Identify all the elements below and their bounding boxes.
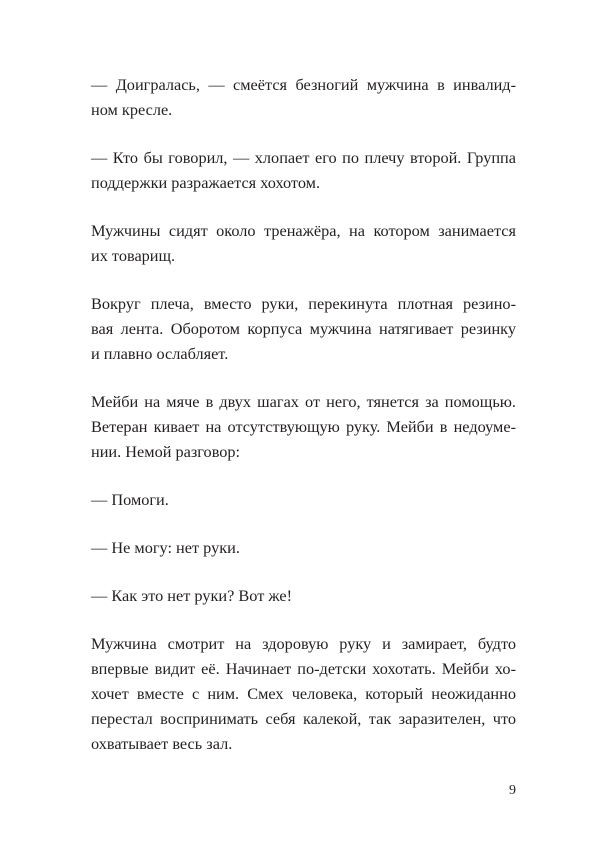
paragraph [91, 145, 516, 195]
paragraph [91, 72, 516, 122]
text-line: — Помоги. [91, 490, 169, 509]
text-line: поддержки разражается хохотом. [91, 173, 321, 192]
text-line: вая лента. Оборотом корпуса мужчина натягивает резинку [91, 319, 516, 338]
text-line: ном кресле. [91, 100, 173, 119]
text-line: — Не могу: нет руки. [91, 538, 240, 557]
paragraph [91, 583, 516, 608]
text-line: — Кто бы говорил, — хлопает его по плечу второй. Группа [91, 148, 516, 167]
paragraph [91, 389, 516, 464]
page-number: 9 [509, 783, 516, 798]
paragraph [91, 291, 516, 366]
text-line: нии. Немой разговор: [91, 442, 241, 461]
page-text [91, 72, 516, 779]
text-line: Мужчина смотрит на здоровую руку и замирает, будто [91, 634, 516, 653]
text-line: Мейби на мяче в двух шагах от него, тянется за помощью. [91, 392, 516, 411]
text-line: хочет вместе с ним. Смех человека, который неожиданно [91, 684, 516, 703]
paragraph [91, 487, 516, 512]
text-line: Вокруг плеча, вместо руки, перекинута плотная резино- [91, 294, 516, 313]
text-line: их товарищ. [91, 246, 176, 265]
text-line: — Как это нет руки? Вот же! [91, 586, 293, 605]
text-line: охватывает весь зал. [91, 734, 233, 753]
paragraph [91, 631, 516, 756]
text-line: и плавно ослабляет. [91, 344, 229, 363]
paragraph [91, 218, 516, 268]
text-line: Ветеран кивает на отсутствующую руку. Мейби в недоуме- [91, 417, 516, 436]
text-line: перестал воспринимать себя калекой, так заразителен, что [91, 709, 516, 728]
text-line: впервые видит её. Начинает по-детски хохотать. Мейби хо- [91, 659, 516, 678]
text-line: — Доигралась, — смеётся безногий мужчина в инвалид- [91, 75, 516, 94]
text-line: Мужчины сидят около тренажёра, на котором занимается [91, 221, 516, 240]
paragraph [91, 535, 516, 560]
